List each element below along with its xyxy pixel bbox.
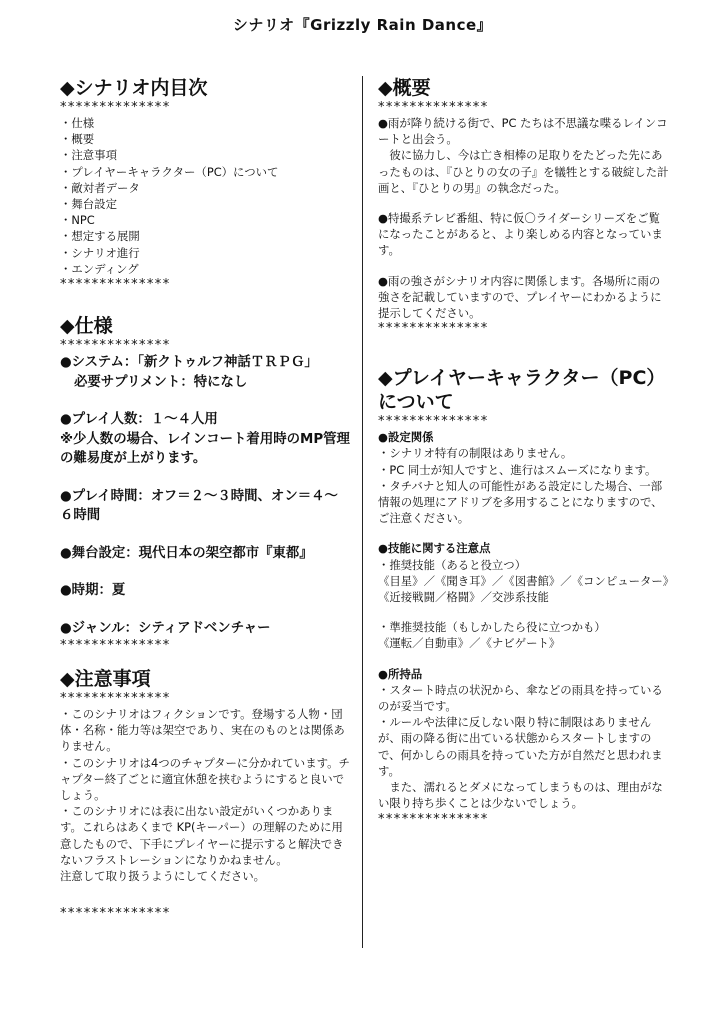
spec-season: ●時期：夏 (60, 583, 126, 599)
caution-paragraph: ・このシナリオはフィクションです。登場する人物・団体・名称・能力等は架空であり、実在のものとは関係ありません。 (60, 707, 345, 754)
skill-item: 《近接戦闘／格闘》／交渉系技能 (378, 590, 549, 605)
spec-heading: ◆仕様 (60, 315, 113, 338)
skill-item: ・推奨技能（あると役立つ） (378, 557, 527, 572)
toc-item: ・シナリオ進行 (60, 245, 140, 260)
overview-heading: ◆概要 (378, 77, 431, 99)
spec-players-note: ※少人数の場合、レインコート着用時のMP管理の難易度が上がります。 (60, 431, 350, 467)
overview-paragraph: ●雨が降り続ける街で、PC たちは不思議な喋るレインコートと出会う。 (378, 116, 668, 147)
star-separator: ************** (60, 906, 171, 922)
overview-paragraph: 彼に協力し、今は亡き相棒の足取りをたどった先にあったものは、『ひとりの女の子』を犠牲とする破綻した計画と、『ひとりの男』の執念だった。 (378, 148, 669, 195)
items-paragraph: ・スタート時点の状況から、傘などの雨具を持っているのが妥当です。 (378, 682, 663, 714)
toc-item: ・エンディング (60, 261, 139, 276)
items-paragraph: また、濡れるとダメになってしまうものは、理由がない限り持ち歩くことは少ないでしょう。 (378, 780, 663, 811)
setting-item: ・PC 同士が知人ですと、進行はスムーズになります。 (378, 462, 657, 477)
setting-item: ・タチバナと知人の可能性がある設定にした場合、一部情報の処理にアドリブを多用することになりますので、ご注意ください。 (378, 478, 663, 526)
spec-system: ●システム：「新クトゥルフ神話ＴＲＰＧ」 (60, 355, 318, 371)
toc-item: ・NPC (60, 213, 95, 228)
toc-list (60, 115, 350, 277)
toc-item: ・舞台設定 (60, 197, 117, 212)
setting-title: ●設定関係 (378, 430, 434, 445)
star-separator: ************** (378, 100, 489, 115)
toc-item: ・仕様 (60, 116, 95, 130)
toc-item: ・想定する展開 (60, 229, 140, 244)
star-separator: ************** (378, 811, 489, 827)
toc-heading: ◆シナリオ内目次 (60, 77, 208, 99)
pc-heading-line2: について (378, 391, 454, 414)
spec-supplement: 必要サプリメント：特になし (74, 374, 248, 390)
page-title: シナリオ『Grizzly Rain Dance』 (232, 16, 493, 34)
toc-item: ・敵対者データ (60, 180, 140, 195)
toc-item: ・注意事項 (60, 148, 117, 163)
overview-paragraph: ●雨の強さがシナリオ内容に関係します。各場所に雨の強さを記載していますので、プレイヤーにわかるように提示してください。 (378, 273, 662, 321)
skill-title: ●技能に関する注意点 (378, 541, 491, 556)
star-separator: ************** (60, 638, 171, 654)
overview-paragraph: ●特撮系テレビ番組、特に仮〇ライダーシリーズをご覧になったことがあると、より楽しめる内容となっています。 (378, 211, 663, 258)
star-separator: ************** (60, 691, 171, 707)
toc-item: ・プレイヤーキャラクター（PC）について (60, 164, 279, 179)
right-column (378, 76, 675, 827)
left-column (60, 76, 350, 921)
skill-item: 《運転／自動車》／《ナビゲート》 (378, 636, 561, 651)
spec-players: ●プレイ人数：１～４人用 (60, 412, 218, 428)
star-separator: ************** (60, 100, 171, 115)
skill-item: 《目星》／《聞き耳》／《図書館》／《コンピューター》 (378, 573, 675, 588)
items-paragraph: ・ルールや法律に反しない限り特に制限はありませんが、雨の降る街に出ている状態からスタートしますので、何かしらの雨具を持っていた方が自然だと思われます。 (378, 715, 663, 778)
star-separator: ************** (378, 414, 489, 430)
toc-item: ・概要 (60, 132, 95, 147)
caution-paragraph: ・このシナリオは4つのチャプターに分かれています。チャプター終了ごとに適宜休憩を挟むようにすると良いでしょう。 (60, 755, 350, 803)
star-separator: ************** (60, 338, 171, 354)
spec-time: ●プレイ時間：オフ＝２～３時間、オン＝４～６時間 (60, 488, 338, 524)
spec-genre: ●ジャンル：シティアドベンチャー (60, 620, 271, 636)
caution-heading: ◆注意事項 (60, 668, 151, 691)
skill-item: ・準推奨技能（もしかしたら役に立つかも） (378, 620, 606, 635)
spec-stage: ●舞台設定：現代日本の架空都市『東都』 (60, 545, 313, 561)
caution-paragraph: ・このシナリオには表に出ない設定がいくつかあります。これらはあくまで KP(キーパー）の理解のために用意したもので、下手にプレイヤーに提示すると解決できないフラストレーションになりかねません。 (60, 804, 344, 867)
items-title: ●所持品 (378, 666, 423, 681)
pc-heading: ◆プレイヤーキャラクター（PC） (378, 367, 666, 390)
setting-item: ・シナリオ特有の制限はありません。 (378, 446, 573, 461)
star-separator: ************** (60, 277, 171, 293)
star-separator: ************** (378, 321, 489, 337)
column-divider (362, 76, 363, 948)
caution-paragraph: 注意して取り扱うようにしてください。 (60, 869, 266, 884)
